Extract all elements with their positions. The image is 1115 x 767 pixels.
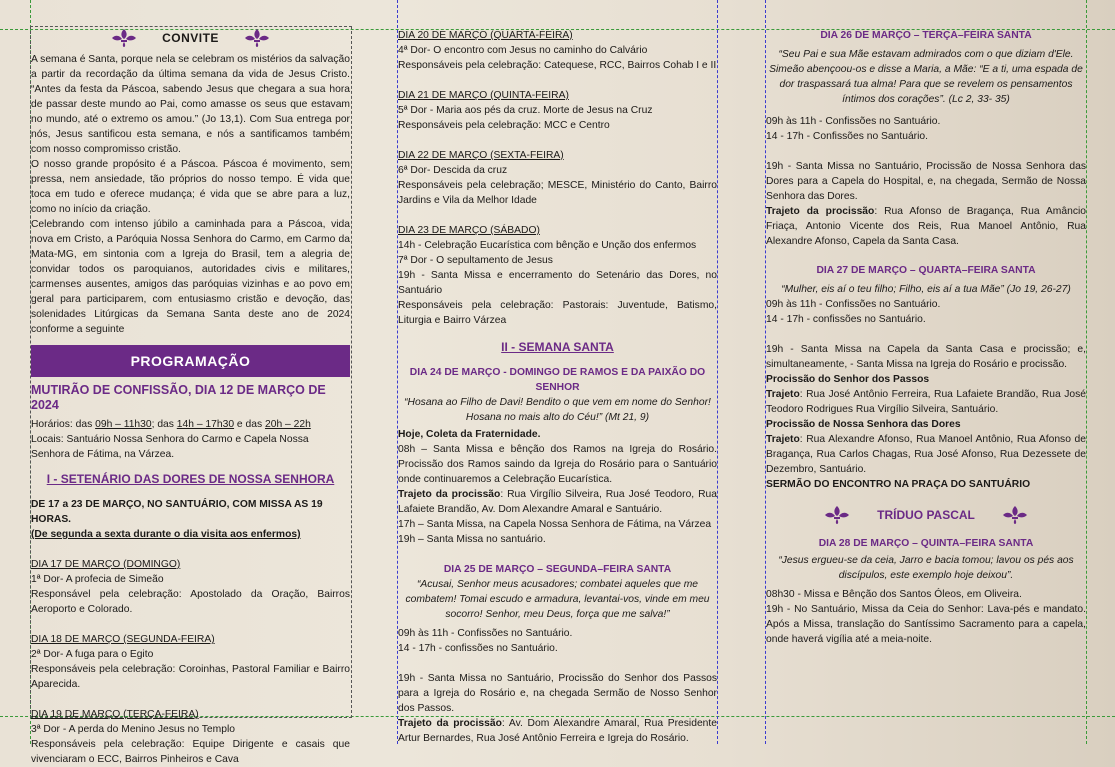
- guide-line-right: [1086, 0, 1087, 744]
- semana-santa-title: [398, 340, 717, 355]
- fleur-de-lis-icon: [823, 505, 851, 525]
- day-19-dor: 3ª Dor - A perda do Menino Jesus no Templo: [31, 724, 235, 735]
- procissao-2-title: Procissão de Nossa Senhora das Dores: [766, 419, 961, 430]
- day-18-date: DIA 18 DE MARÇO (SEGUNDA-FEIRA): [31, 634, 215, 645]
- day-25-quote: “Acusai, Senhor meus acusadores; combatei aqueles que me combatem! Tomai escudo e armadura, levantai-vos, vinde em meu socorro! Senhor, meu Deus, força que me salva!”: [405, 579, 710, 620]
- procissao-1-trajeto-text: : Rua José Antônio Ferreira, Rua Lafaiete Brandão, Rua José Teodoro Rodrigues Rua Virgílio Silveira, Santuário.: [766, 389, 1086, 415]
- day-23-date: DIA 23 DE MARÇO (SÁBADO): [398, 225, 540, 236]
- day-24-line-1: 08h – Santa Missa e bênção dos Ramos na Igreja do Rosário. Procissão dos Ramos saindo da Igreja do Rosário para o Santuário onde continuaremos a Celebração Eucarística.: [398, 444, 717, 485]
- setenario-line-1: DE 17 a 23 DE MARÇO, NO SANTUÁRIO, COM MISSA AS 19 HORAS.: [31, 499, 323, 525]
- day-23-line-2: 7ª Dor - O sepultamento de Jesus: [398, 255, 553, 266]
- triduo-title: TRÍDUO PASCAL: [877, 507, 975, 522]
- day-27-quote: “Mulher, eis aí o teu filho; Filho, eis aí a tua Mãe” (Jo 19, 26-27): [781, 284, 1071, 295]
- day-19-resp: Responsáveis pela celebração: Equipe Dirigente e casais que vivenciaram o ECC, Bairros Pinheiros e Cava: [31, 739, 350, 765]
- day-22-date: DIA 22 DE MARÇO (SEXTA-FEIRA): [398, 150, 564, 161]
- day-26-trajeto-text: : Rua Afonso de Bragança, Rua Amâncio Friaça, Antonio Vicente dos Reis, Rua Manoel Antônio, Rua Alexandre Afonso, Capela da Santa Casa.: [766, 206, 1086, 247]
- triduo-header: [766, 502, 1086, 528]
- day-25-line-3: 19h - Santa Missa no Santuário, Procissão do Senhor dos Passos para a Igreja do Rosário e, na chegada Sermão de Nosso Senhor dos Passos.: [398, 673, 717, 714]
- day-22-resp: Responsáveis pela celebração; MESCE, Ministério do Canto, Bairro Jardins e Vila da Melhor Idade: [398, 180, 717, 206]
- day-26-head: DIA 26 DE MARÇO – TERÇA–FEIRA SANTA: [820, 30, 1032, 41]
- day-25-trajeto-text: : Av. Dom Alexandre Amaral, Rua Presidente Artur Bernardes, Rua José Antônio Ferreira e Igreja do Rosário.: [398, 718, 717, 744]
- procissao-2-trajeto-text: : Rua Alexandre Afonso, Rua Manoel Antônio, Rua Afonso de Bragança, Rua Carlos Chagas, Rua José Afonso, Rua Dezessete de Dezembro, Santuário.: [766, 434, 1086, 475]
- semana-santa-title-text: II - SEMANA SANTA: [501, 340, 614, 354]
- day-26-line-1: 09h às 11h - Confissões no Santuário.: [766, 116, 941, 127]
- horario-sep-2: e das: [234, 419, 265, 430]
- horario-sep-1: ; das: [151, 419, 177, 430]
- convite-title: CONVITE: [162, 30, 219, 45]
- programacao-banner: PROGRAMAÇÃO: [31, 345, 350, 377]
- intro-paragraph-1: A semana é Santa, porque nela se celebram os mistérios da salvação a partir da recordação da última semana da vida de Jesus Cristo. “Antes da festa da Páscoa, sabendo Jesus que chegara a sua hora de passar deste mundo ao Pai, como amasse os seus que estavam no mundo, até o extremo os amou.” (Jo 13,1). Com Sua entrega por nós, Jesus santificou esta semana, e nós a santificamos também com nosso compromisso cristão.: [31, 54, 350, 155]
- day-23-line-3: 19h - Santa Missa e encerramento do Setenário das Dores, no Santuário: [398, 270, 717, 296]
- procissao-2-trajeto: [766, 432, 1086, 477]
- mutirao-title: MUTIRÃO DE CONFISSÃO, DIA 12 DE MARÇO DE 2024: [31, 383, 326, 412]
- procissao-1-title: Procissão do Senhor dos Passos: [766, 374, 930, 385]
- column-3: [766, 28, 1086, 647]
- day-24-coleta: Hoje, Coleta da Fraternidade.: [398, 429, 541, 440]
- intro-paragraph-2: O nosso grande propósito é a Páscoa. Páscoa é movimento, sem pressa, nem ansiedade, tão próprios do nosso tempo. É vida que toca em tudo e oferece mudança; é vida que se abre para a luz, como no início da criação.: [31, 159, 350, 215]
- day-24-line-2: 17h – Santa Missa, na Capela Nossa Senhora de Fátima, na Várzea: [398, 519, 712, 530]
- convite-header: [31, 28, 350, 48]
- day-24-quote: “Hosana ao Filho de Davi! Bendito o que vem em nome do Senhor! Hosana no mais alto do Céu!” (Mt 21, 9): [404, 397, 711, 423]
- day-27-head: DIA 27 DE MARÇO – QUARTA–FEIRA SANTA: [816, 265, 1036, 276]
- horario-1: 09h – 11h30: [95, 419, 152, 430]
- day-24-trajeto: [398, 487, 717, 517]
- setenario-title: [31, 472, 350, 487]
- day-22-dor: 6ª Dor- Descida da cruz: [398, 165, 508, 176]
- horario-2: 14h – 17h30: [176, 419, 235, 430]
- intro-paragraph-3: Celebrando com intenso júbilo a caminhada para a Páscoa, vida nova em Cristo, a Paróquia Nossa Senhora do Carmo, em Carmo da Mata-MG, em sintonia com a Igreja do Brasil, tem a alegria de convidar todos os paroquianos, autoridades civis e militares, carmenses ausentes, amigos das paróquias vizinhas e ao povo em geral para participarem, com entusiasmo cristão e devoção, das solenidades Litúrgicas da Semana Santa deste ano de 2024 conforme a seguinte: [31, 219, 350, 335]
- horario-3: 20h – 22h: [264, 419, 311, 430]
- day-28-head: DIA 28 DE MARÇO – QUINTA–FEIRA SANTA: [818, 538, 1034, 549]
- day-24-trajeto-label: Trajeto da procissão: [398, 489, 501, 500]
- day-28-line-1: 08h30 - Missa e Bênção dos Santos Óleos, em Oliveira.: [766, 589, 1022, 600]
- day-20-date: DIA 20 DE MARÇO (QUARTA-FEIRA): [398, 30, 573, 41]
- day-26-line-2: 14 - 17h - Confissões no Santuário.: [766, 131, 928, 142]
- column-1: [31, 28, 350, 767]
- horarios-label: Horários: das: [31, 419, 96, 430]
- day-28-line-2: 19h - No Santuário, Missa da Ceia do Senhor: Lava-pés e mandato. Após a Missa, translação do Santíssimo Sacramento para a capela, onde haverá vigília até a meia-noite.: [766, 604, 1086, 645]
- column-2: [398, 28, 717, 746]
- day-21-resp: Responsáveis pela celebração: MCC e Centro: [398, 120, 610, 131]
- day-17-dor: 1ª Dor- A profecia de Simeão: [31, 574, 164, 585]
- day-17-resp: Responsável pela celebração: Apostolado da Oração, Bairros Aeroporto e Colorado.: [31, 589, 350, 615]
- day-25-line-1: 09h às 11h - Confissões no Santuário.: [398, 628, 573, 639]
- day-18-resp: Responsáveis pela celebração: Coroinhas, Pastoral Familiar e Bairro Aparecida.: [31, 664, 350, 690]
- day-27-line-1: 09h às 11h - Confissões no Santuário.: [766, 299, 941, 310]
- fleur-de-lis-icon: [110, 28, 138, 48]
- day-26-line-3: 19h - Santa Missa no Santuário, Procissão de Nossa Senhora das Dores para a Capela do Hospital, e, na chegada, Sermão de Nossa Senhora das Dores.: [766, 161, 1086, 202]
- day-21-dor: 5ª Dor - Maria aos pés da cruz. Morte de Jesus na Cruz: [398, 105, 653, 116]
- day-21-date: DIA 21 DE MARÇO (QUINTA-FEIRA): [398, 90, 569, 101]
- day-19-date: DIA 19 DE MARÇO (TERÇA-FEIRA): [31, 709, 199, 720]
- day-28-quote: “Jesus ergueu-se da ceia, Jarro e bacia tomou; lavou os pés aos discípulos, este exemplo hoje deixou”.: [778, 555, 1074, 581]
- day-25-line-2: 14 - 17h - confissões no Santuário.: [398, 643, 558, 654]
- fleur-de-lis-icon: [1001, 505, 1029, 525]
- day-26-trajeto-label: Trajeto da procissão: [766, 206, 875, 217]
- day-25-trajeto-label: Trajeto da procissão: [398, 718, 502, 729]
- day-17-date: DIA 17 DE MARÇO (DOMINGO): [31, 559, 181, 570]
- horarios-line: [31, 417, 350, 432]
- day-25-trajeto: [398, 716, 717, 746]
- setenario-title-text: I - SETENÁRIO DAS DORES DE NOSSA SENHORA: [46, 472, 335, 486]
- guide-line-fold2: [717, 0, 718, 744]
- day-18-dor: 2ª Dor- A fuga para o Egito: [31, 649, 154, 660]
- fleur-de-lis-icon: [243, 28, 271, 48]
- day-20-dor: 4ª Dor- O encontro com Jesus no caminho do Calvário: [398, 45, 648, 56]
- day-23-resp: Responsáveis pela celebração: Pastorais: Juventude, Batismo, Liturgia e Bairro Várzea: [398, 300, 717, 326]
- day-26-trajeto: [766, 204, 1086, 249]
- locais-line: Locais: Santuário Nossa Senhora do Carmo e Capela Nossa Senhora de Fátima, na Várzea.: [31, 434, 309, 460]
- day-20-resp: Responsáveis pela celebração: Catequese, RCC, Bairros Cohab I e II: [398, 60, 717, 71]
- day-25-head: DIA 25 DE MARÇO – SEGUNDA–FEIRA SANTA: [443, 564, 672, 575]
- day-27-line-3: 19h - Santa Missa na Capela da Santa Casa e procissão; e, simultaneamente, - Santa Missa na Igreja do Rosário e procissão.: [766, 344, 1086, 370]
- day-27-line-2: 14 - 17h - confissões no Santuário.: [766, 314, 926, 325]
- sermao-line: SERMÃO DO ENCONTRO NA PRAÇA DO SANTUÁRIO: [766, 479, 1031, 490]
- day-24-trajeto-text: : Rua Virgílio Silveira, Rua José Teodoro, Rua Lafaiete Brandão, Av. Dom Alexandre Amaral e Santuário.: [398, 489, 717, 515]
- day-23-line-1: 14h - Celebração Eucarística com bênção e Unção dos enfermos: [398, 240, 697, 251]
- day-26-quote: “Seu Pai e sua Mãe estavam admirados com o que diziam d'Ele. Simeão abençoou-os e disse a Maria, a Mãe: “E a ti, uma espada de dor traspassará tua alma! Para que se revelem os pensamentos íntimos dos corações”. (Lc 2, 33- 35): [769, 49, 1083, 105]
- day-24-head: DIA 24 DE MARÇO - DOMINGO DE RAMOS E DA PAIXÃO DO SENHOR: [409, 367, 706, 393]
- procissao-1-trajeto-label: Trajeto: [766, 389, 800, 400]
- day-24-line-3: 19h – Santa Missa no santuário.: [398, 534, 546, 545]
- procissao-1-trajeto: [766, 387, 1086, 417]
- setenario-line-2: (De segunda a sexta durante o dia visita aos enfermos): [31, 529, 301, 540]
- procissao-2-trajeto-label: Trajeto: [766, 434, 800, 445]
